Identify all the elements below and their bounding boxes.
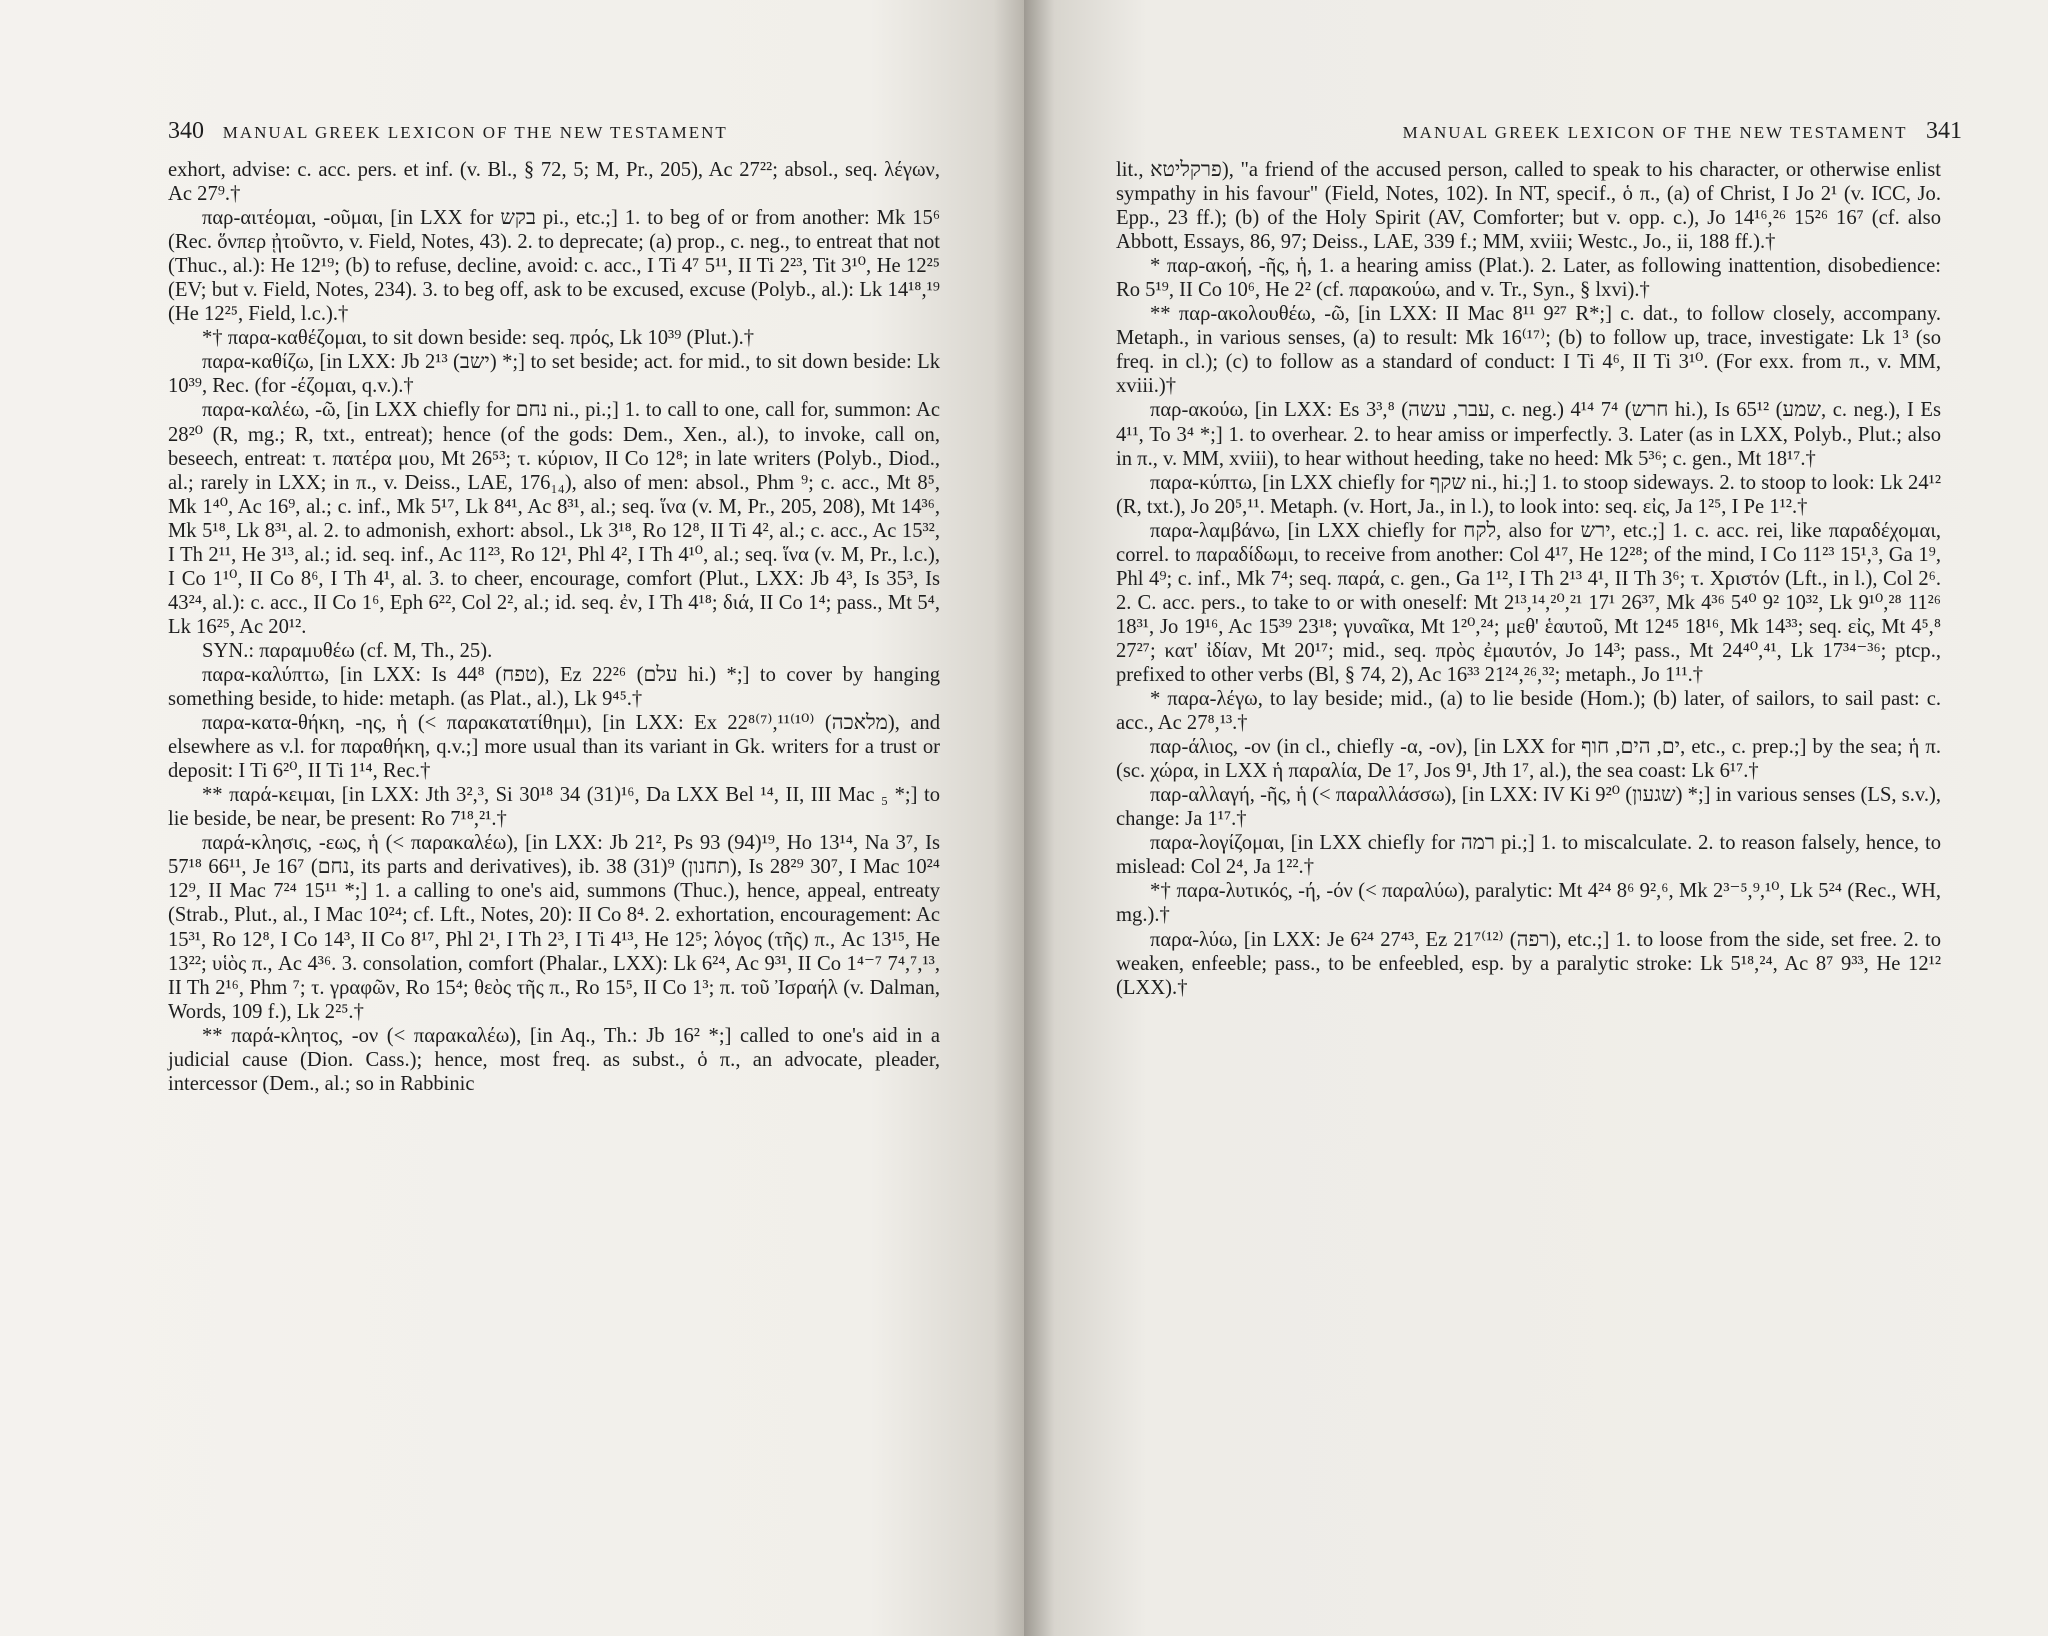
lexicon-entry: * παρα-λέγω, to lay beside; mid., (a) to lie beside (Hom.); (b) later, of sailors, to sail past: c. acc., Ac 27⁸,¹³.† xyxy=(1116,688,1941,735)
lexicon-entry: παρ-ακούω, [in LXX: Es 3³,⁸ (עבר, עשה, c. neg.) 4¹⁴ 7⁴ (חרש hi.), Is 65¹² (שמע, c. neg.), I Es 4¹¹, To 3⁴ *;] 1. to overhear. 2. to hear amiss or imperfectly. 3. Later (as in LXX, Polyb., Plut.; also in π., v. MM, xviii), to hear without heeding, take no heed: Mk 5³⁶; c. gen., Mt 18¹⁷.† xyxy=(1116,399,1941,470)
right-running-head xyxy=(1403,118,1962,145)
lexicon-entry: παρα-κύπτω, [in LXX chiefly for שקף ni., hi.;] 1. to stoop sideways. 2. to stoop to look: Lk 24¹² (R, txt.), Jo 20⁵,¹¹. Metaph. (v. Hort, Ja., in l.), to look into: seq. εἰς, Ja 1²⁵, I Pe 1¹².† xyxy=(1116,471,1941,518)
lexicon-entry: παρ-αλλαγή, -ῆς, ἡ (< παραλλάσσω), [in LXX: IV Ki 9²⁰ (שגעון) *;] in various senses (LS, s.v.), change: Ja 1¹⁷.† xyxy=(1116,784,1941,831)
lexicon-entry: παρα-λύω, [in LXX: Je 6²⁴ 27⁴³, Ez 21⁷⁽¹²⁾ (רפה), etc.;] 1. to loose from the side, set free. 2. to weaken, enfeeble; pass., to be enfeebled, esp. by a paralytic stroke: Lk 5¹⁸,²⁴, Ac 8⁷ 9³³, He 12¹² (LXX).† xyxy=(1116,928,1941,999)
lexicon-entry: *† παρα-καθέζομαι, to sit down beside: seq. πρός, Lk 10³⁹ (Plut.).† xyxy=(202,327,755,350)
left-running-head xyxy=(168,118,728,145)
lexicon-entry: ** παρά-κλητος, -ον (< παρακαλέω), [in Aq., Th.: Jb 16² *;] called to one's aid in a judicial cause (Dion. Cass.); hence, most freq. as subst., ὁ π., an advocate, pleader, intercessor (Dem., al.; so in Rabbinic xyxy=(168,1024,940,1095)
lexicon-entry: παρα-καλύπτω, [in LXX: Is 44⁸ (טפח), Ez 22²⁶ (עלם hi.) *;] to cover by hanging something beside, to hide: metaph. (as Plat., al.), Lk 9⁴⁵.† xyxy=(168,663,941,711)
lexicon-entry: παρα-λογίζομαι, [in LXX chiefly for רמה pi.;] 1. to miscalculate. 2. to reason falsely, hence, to mislead: Col 2⁴, Ja 1²².† xyxy=(1116,832,1942,879)
lexicon-entry: ** παρά-κειμαι, [in LXX: Jth 3²,³, Si 30¹⁸ 34 (31)¹⁶, Da LXX Bel ¹⁴, II, III Mac ₅ *;] to lie beside, be near, be present: Ro 7¹⁸,²¹.† xyxy=(168,784,940,831)
lexicon-entry: παρα-καλέω, -ῶ, [in LXX chiefly for נחם ni., pi.;] 1. to call to one, call for, summon: Ac 28²⁰ (R, mg.; R, txt., entreat); hence (of the gods: Dem., Xen., al.), to invoke, call on, beseech, entreat: τ. πατέρα μου, Mt 26⁵³; τ. κύριον, II Co 12⁸; in late writers (Polyb., Diod., al.; rarely in LXX; in π., v. Deiss., LAE, 176₁₄), also of men: absol., Phm ⁹; c. acc., Mt 8⁵, Mk 1⁴⁰, Ac 16⁹, al.; c. inf., Mk 5¹⁷, Lk 8⁴¹, Ac 8³¹, al.; seq. ἵνα (v. M, Pr., 205, 208), Mt 14³⁶, Mk 5¹⁸, Lk 8³¹, al. 2. to admonish, exhort: absol., Lk 3¹⁸, Ro 12⁸, II Ti 4², al.; c. acc., Ac 15³², I Th 2¹¹, He 3¹³, al.; id. seq. inf., Ac 11²³, Ro 12¹, Phl 4², I Th 4¹⁰, al.; seq. ἵνα (v. M, Pr., l.c.), I Co 1¹⁰, II Co 8⁶, I Th 4¹, al. 3. to cheer, encourage, comfort (Plut., LXX: Jb 4³, Is 35³, Is 43²⁴, al.): c. acc., II Co 1⁶, Eph 6²², Col 2², al.; id. seq. ἐν, I Th 4¹⁸; διά, II Co 1⁴; pass., Mt 5⁴, Lk 16²⁵, Ac 20¹². xyxy=(168,399,940,638)
right-page-number: 341 xyxy=(1926,118,1962,144)
lexicon-entry: ** παρ-ακολουθέω, -ῶ, [in LXX: II Mac 8¹¹ 9²⁷ R*;] c. dat., to follow closely, accompany. Metaph., in various senses, (a) to result: Mk 16⁽¹⁷⁾; (b) to follow up, trace, investigate: Lk 1³ (so freq. in cl.); (c) to follow as a standard of conduct: I Ti 4⁶, II Ti 3¹⁰. (For exx. from π., v. MM, xviii.)† xyxy=(1116,303,1941,398)
lexicon-entry: exhort, advise: c. acc. pers. et inf. (v. Bl., § 72, 5; M, Pr., 205), Ac 27²²; absol., seq. λέγων, Ac 27⁹.† xyxy=(168,159,940,206)
left-page-text xyxy=(168,158,940,1096)
lexicon-entry: * παρ-ακοή, -ῆς, ἡ, 1. a hearing amiss (Plat.). 2. Later, as following inattention, disobedience: Ro 5¹⁹, II Co 10⁶, He 2² (cf. παρακούω, and v. Tr., Syn., § lxvi).† xyxy=(1116,255,1941,302)
lexicon-entry: παρα-κατα-θήκη, -ης, ἡ (< παρακατατίθημι), [in LXX: Ex 22⁸⁽⁷⁾,¹¹⁽¹⁰⁾ (מלאכה), and elsewhere as v.l. for παραθήκη, q.v.;] more usual than its variant in Gk. writers for a trust or deposit: I Ti 6²⁰, II Ti 1¹⁴, Rec.† xyxy=(168,712,940,783)
left-page-number: 340 xyxy=(168,118,204,144)
lexicon-entry: παρ-αιτέομαι, -οῦμαι, [in LXX for בקש pi., etc.;] 1. to beg of or from another: Mk 15⁶ (Rec. ὅνπερ ᾐτοῦντο, v. Field, Notes, 43). 2. to deprecate; (a) prop., c. neg., to entreat that not (Thuc., al.): He 12¹⁹; (b) to refuse, decline, avoid: c. acc., I Ti 4⁷ 5¹¹, II Ti 2²³, Tit 3¹⁰, He 12²⁵ (EV; but v. Field, Notes, 234). 3. to beg off, ask to be excused, excuse (Polyb., al.): Lk 14¹⁸,¹⁹ (He 12²⁵, Field, l.c.).† xyxy=(168,207,941,326)
synonym-note: SYN.: παραμυθέω (cf. M, Th., 25). xyxy=(202,639,493,662)
left-running-title: MANUAL GREEK LEXICON OF THE NEW TESTAMENT xyxy=(222,123,728,142)
right-page-text xyxy=(1116,158,1941,1000)
lexicon-entry: παρα-λαμβάνω, [in LXX chiefly for לקח, also for ירש, etc.;] 1. c. acc. rei, like παραδέχομαι, correl. to παραδίδωμι, to receive from another: Col 4¹⁷, He 12²⁸; of the mind, I Co 11²³ 15¹,³, Ga 1⁹, Phl 4⁹; c. inf., Mk 7⁴; seq. παρά, c. gen., Ga 1¹², I Th 2¹³ 4¹, II Th 3⁶; τ. Χριστόν (Lft., in l.), Col 2⁶. 2. C. acc. pers., to take to or with oneself: Mt 2¹³,¹⁴,²⁰,²¹ 17¹ 26³⁷, Mk 4³⁶ 5⁴⁰ 9² 10³², Lk 9¹⁰,²⁸ 11²⁶ 18³¹, Jo 19¹⁶, Ac 15³⁹ 23¹⁸; γυναῖκα, Mt 1²⁰,²⁴; μεθ' ἑαυτοῦ, Mt 12⁴⁵ 18¹⁶, Mk 14³³; seq. εἰς, Mt 4⁵,⁸ 27²⁷; κατ' ἰδίαν, Mt 20¹⁷; mid., seq. πρὸς ἐμαυτόν, Jo 14³; pass., Mt 24⁴⁰,⁴¹, Lk 17³⁴⁻³⁶; ptcp., prefixed to other verbs (Bl, § 74, 2), Ac 16³³ 21²⁴,²⁶,³²; metaph., Jo 1¹¹.† xyxy=(1116,519,1942,686)
lexicon-entry: lit., פרקליטא), "a friend of the accused person, called to speak to his character, or otherwise enlist sympathy in his favour" (Field, Notes, 102). In NT, specif., ὁ π., (a) of Christ, I Jo 2¹ (v. ICC, Jo. Epp., 23 ff.); (b) of the Holy Spirit (AV, Comforter; but v. opp. c.), Jo 14¹⁶,²⁶ 15²⁶ 16⁷ (cf. also Abbott, Essays, 86, 97; Deiss., LAE, 339 f.; MM, xviii; Westc., Jo., ii, 188 ff.).† xyxy=(1116,159,1941,254)
lexicon-entry: παρά-κλησις, -εως, ἡ (< παρακαλέω), [in LXX: Jb 21², Ps 93 (94)¹⁹, Ho 13¹⁴, Na 3⁷, Is 57¹⁸ 66¹¹, Je 16⁷ (נחם, its parts and derivatives), ib. 38 (31)⁹ (תחנון), Is 28²⁹ 30⁷, I Mac 10²⁴ 12⁹, II Mac 7²⁴ 15¹¹ *;] 1. a calling to one's aid, summons (Thuc.), hence, appeal, entreaty (Strab., Plut., al., I Mac 10²⁴; cf. Lft., Notes, 20): II Co 8⁴. 2. exhortation, encouragement: Ac 15³¹, Ro 12⁸, I Co 14³, II Co 8¹⁷, Phl 2¹, I Th 2³, I Ti 4¹³, He 12⁵; λόγος (τῆς) π., Ac 13¹⁵, He 13²²; υἱὸς π., Ac 4³⁶. 3. consolation, comfort (Phalar., LXX): Lk 6²⁴, Ac 9³¹, II Co 1⁴⁻⁷ 7⁴,⁷,¹³, II Th 2¹⁶, Phm ⁷; τ. γραφῶν, Ro 15⁴; θεὸς τῆς π., Ro 15⁵, II Co 1³; π. τοῦ Ἰσραήλ (v. Dalman, Words, 109 f.), Lk 2²⁵.† xyxy=(168,832,940,1023)
right-running-title: MANUAL GREEK LEXICON OF THE NEW TESTAMENT xyxy=(1402,123,1908,142)
lexicon-entry: παρ-άλιος, -ον (in cl., chiefly -α, -ον), [in LXX for ים, הים, חוף, etc., c. prep.;] by the sea; ἡ π. (sc. χώρα, in LXX ἡ παραλία, De 1⁷, Jos 9¹, Jth 1⁷, al.), the sea coast: Lk 6¹⁷.† xyxy=(1116,736,1941,783)
lexicon-entry: *† παρα-λυτικός, -ή, -όν (< παραλύω), paralytic: Mt 4²⁴ 8⁶ 9²,⁶, Mk 2³⁻⁵,⁹,¹⁰, Lk 5²⁴ (Rec., WH, mg.).† xyxy=(1116,880,1941,927)
lexicon-entry: παρα-καθίζω, [in LXX: Jb 2¹³ (ישב) *;] to set beside; act. for mid., to sit down beside: Lk 10³⁹, Rec. (for -έζομαι, q.v.).† xyxy=(168,351,941,398)
right-page xyxy=(1024,0,2048,1636)
